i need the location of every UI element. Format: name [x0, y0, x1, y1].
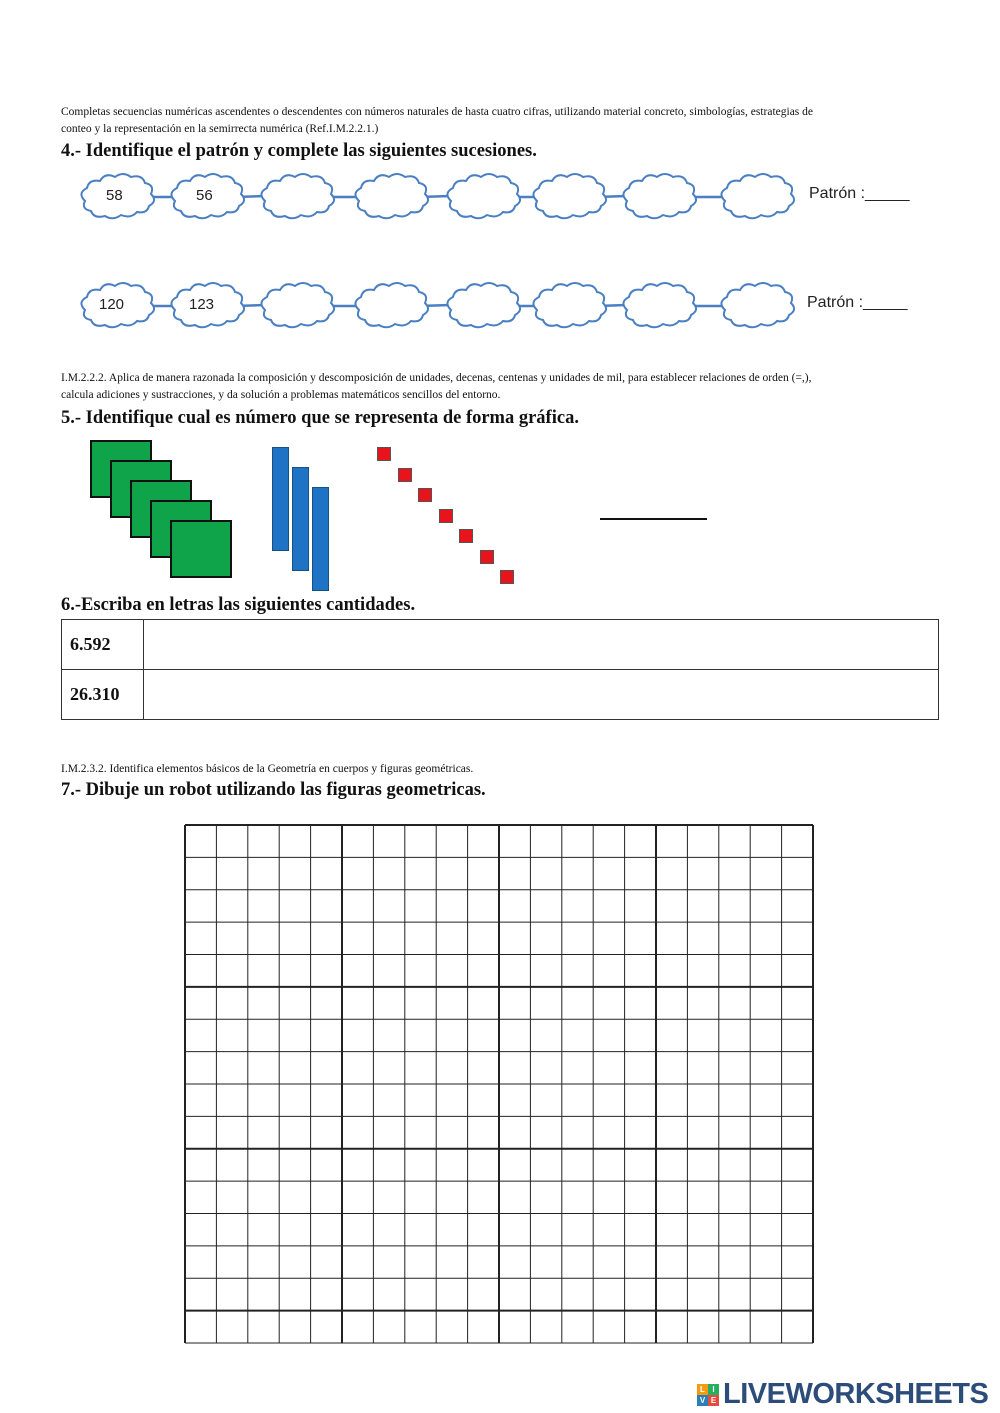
badge-letter: V [697, 1395, 708, 1406]
hundred-block [170, 520, 232, 578]
section7-instruction: I.M.2.3.2. Identifica elementos básicos de la Geometría en cuerpos y figuras geométricas. [61, 763, 474, 775]
sequence-cloud[interactable] [447, 283, 520, 327]
sequence-cloud[interactable] [623, 174, 696, 218]
unit-cube [377, 447, 391, 461]
table-row [62, 620, 939, 670]
logo-badge-icon [697, 1384, 719, 1406]
logo-text: LIVEWORKSHEETS [723, 1378, 989, 1410]
answer-cell[interactable] [144, 670, 939, 720]
pattern-label[interactable]: Patrón :_____ [809, 185, 910, 202]
ten-rod [272, 447, 289, 551]
answer-line[interactable] [600, 518, 707, 520]
sequence-cloud[interactable] [623, 283, 696, 327]
sequence-cloud[interactable] [721, 283, 794, 327]
number-cell: 6.592 [62, 620, 144, 670]
section6-title: 6.-Escriba en letras las siguientes cantidades. [61, 595, 416, 615]
sequence-cloud[interactable] [355, 283, 428, 327]
sequence-cloud[interactable] [261, 174, 334, 218]
liveworksheets-logo [697, 1378, 988, 1411]
ten-rod [292, 467, 309, 571]
sequence-value: 56 [196, 187, 213, 204]
badge-letter: L [697, 1384, 708, 1395]
unit-cube [439, 509, 453, 523]
sequence-cloud[interactable] [721, 174, 794, 218]
ten-rod [312, 487, 329, 591]
section4-instruction [61, 104, 951, 138]
badge-letter: E [708, 1395, 719, 1406]
badge-letter: I [708, 1384, 719, 1395]
table-row [62, 670, 939, 720]
sequence-value: 123 [189, 296, 215, 313]
number-words-table [61, 619, 939, 720]
sequence-cloud[interactable] [533, 283, 606, 327]
number-cell: 26.310 [62, 670, 144, 720]
section7-title: 7.- Dibuje un robot utilizando las figuras geometricas. [61, 780, 486, 800]
section4-title: 4.- Identifique el patrón y complete las siguientes sucesiones. [61, 141, 537, 161]
unit-cube [459, 529, 473, 543]
section5-instruction-line1: I.M.2.2.2. Aplica de manera razonada la composición y descomposición de unidades, decenas, centenas y unidades de mil, para establecer relaciones de orden (=,), [61, 372, 812, 384]
unit-cube [500, 570, 514, 584]
unit-cube [398, 468, 412, 482]
sequence-value: 58 [106, 187, 123, 204]
unit-cube [480, 550, 494, 564]
sequence-value: 120 [99, 296, 125, 313]
section4-instruction-line1: Completas secuencias numéricas ascendentes o descendentes con números naturales de hasta cuatro cifras, utilizando material concreto, simbologías, estrategias de [61, 106, 814, 118]
unit-cube [418, 488, 432, 502]
section5-instruction [61, 370, 951, 404]
sequence-cloud[interactable] [447, 174, 520, 218]
sequence-cloud[interactable] [355, 174, 428, 218]
sequence-cloud[interactable] [533, 174, 606, 218]
section4-instruction-line2: conteo y la representación en la semirrecta numérica (Ref.I.M.2.2.1.) [61, 123, 379, 135]
section5-instruction-line2: calcula adiciones y sustracciones, y da solución a problemas matemáticos sencillos del entorno. [61, 389, 501, 401]
answer-cell[interactable] [144, 620, 939, 670]
pattern-label[interactable]: Patrón :_____ [807, 294, 908, 311]
sequence-cloud[interactable] [261, 283, 334, 327]
drawing-grid[interactable] [184, 824, 814, 1344]
section5-title: 5.- Identifique cual es número que se representa de forma gráfica. [61, 408, 579, 428]
